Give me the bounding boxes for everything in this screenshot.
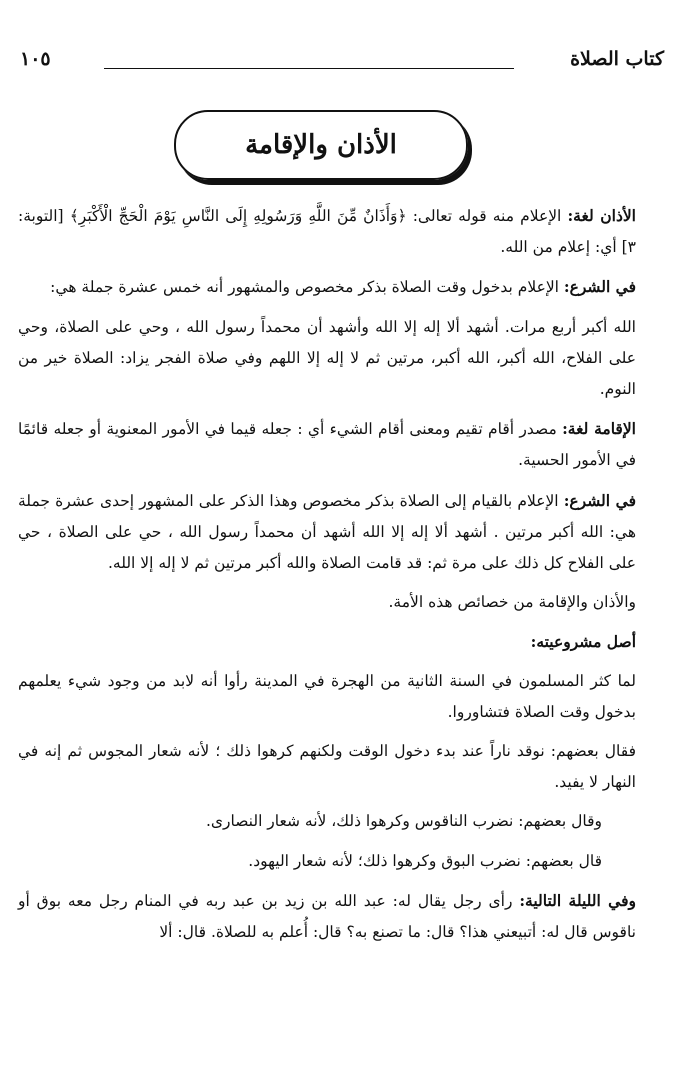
- paragraph-specialty: [18, 587, 662, 618]
- book-title: كتاب الصلاة: [570, 48, 664, 70]
- paragraph-text: مصدر أقام تقيم ومعنى أقام الشيء أي : جعله قيما في الأمور المعنوية أو جعله قائمًا في الأمور الحسية.: [18, 420, 636, 470]
- paragraph-iqama-language: [18, 413, 662, 476]
- running-header: [20, 48, 664, 80]
- paragraph-text: الله أكبر أربع مرات. أشهد ألا إله إلا الله وأشهد أن محمداً رسول الله ، وحي على الصلاة، وحي على الفلاح، الله أكبر، الله أكبر، مرتين ثم لا إله إلا اللهم وفي صلاة الفجر يزاد: الصلاة خير من النوم.: [18, 317, 636, 399]
- page-body: [18, 200, 662, 956]
- paragraph-lead: في الشرع:: [563, 277, 636, 297]
- paragraph-lead: الأذان لغة:: [567, 206, 636, 225]
- paragraph-lead: في الشرع:: [563, 490, 636, 510]
- page-number: ١٠٥: [20, 48, 51, 70]
- paragraph-text: الإعلام بالقيام إلى الصلاة بذكر مخصوص وهذا الذكر على المشهور إحدى عشرة جملة هي: الله أكبر مرتين . أشهد ألا إله إلا الله أشهد أن محمداً رسول الله ، حي على الصلاة ، حي على الفلاح كل ذلك على مرة ثم: قد قامت الصلاة والله أكبر مرتين ثم لا إله إلا الله.: [18, 491, 636, 573]
- header-rule: [104, 68, 514, 69]
- paragraph-iqama-sharia: [18, 485, 662, 580]
- chapter-title-box: [174, 110, 468, 180]
- section-heading: أصل مشروعيته:: [530, 632, 636, 652]
- paragraph-bell-proposal: [18, 806, 662, 837]
- paragraph-adhan-phrases: [18, 312, 662, 406]
- paragraph-lead: وفي الليلة التالية:: [519, 890, 636, 910]
- paragraph-text: الإعلام بدخول وقت الصلاة بذكر مخصوص والمشهور أنه خمس عشرة جملة هي:: [50, 278, 564, 297]
- paragraph-adhan-language: [18, 200, 662, 263]
- paragraph-text: والأذان والإقامة من خصائص هذه الأمة.: [388, 593, 636, 612]
- paragraph-text: الإعلام منه قوله تعالى: ﴿وَأَذَانٌ مِّنَ اللَّهِ وَرَسُولِهِ إِلَى النَّاسِ يَوْمَ الْحَجِّ الْأَكْبَرِ﴾ [التوبة: ٣] أي: إعلام من الله.: [18, 207, 636, 257]
- paragraph-text: وقال بعضهم: نضرب الناقوس وكرهوا ذلك، لأنه شعار النصارى.: [205, 812, 602, 831]
- paragraph-text: رأى رجل يقال له: عبد الله بن زيد بن عبد ربه في المنام رجل معه بوق أو ناقوس قال له: أتبيعني هذا؟ قال: ما تصنع به؟ قال: أُعلم به للصلاة. قال: ألا: [18, 891, 636, 942]
- paragraph-text: فقال بعضهم: نوقد ناراً عند بدء دخول الوقت ولكنهم كرهوا ذلك ؛ لأنه شعار المجوس ثم إنه في النهار لا يفيد.: [18, 742, 636, 792]
- paragraph-horn-proposal: [18, 846, 662, 877]
- paragraph-dream: [18, 885, 662, 948]
- paragraph-consultation: [18, 666, 662, 728]
- paragraph-text: لما كثر المسلمون في السنة الثانية من الهجرة في المدينة رأوا أنه لابد من وجود شيء يعلمهم بدخول وقت الصلاة فتشاوروا.: [18, 671, 636, 721]
- chapter-title: الأذان والإقامة: [245, 130, 397, 160]
- paragraph-fire-proposal: [18, 736, 662, 798]
- paragraph-text: قال بعضهم: نضرب البوق وكرهوا ذلك؛ لأنه شعار اليهود.: [248, 851, 602, 870]
- paragraph-lead: الإقامة لغة:: [562, 419, 636, 439]
- paragraph-adhan-sharia: [18, 271, 662, 303]
